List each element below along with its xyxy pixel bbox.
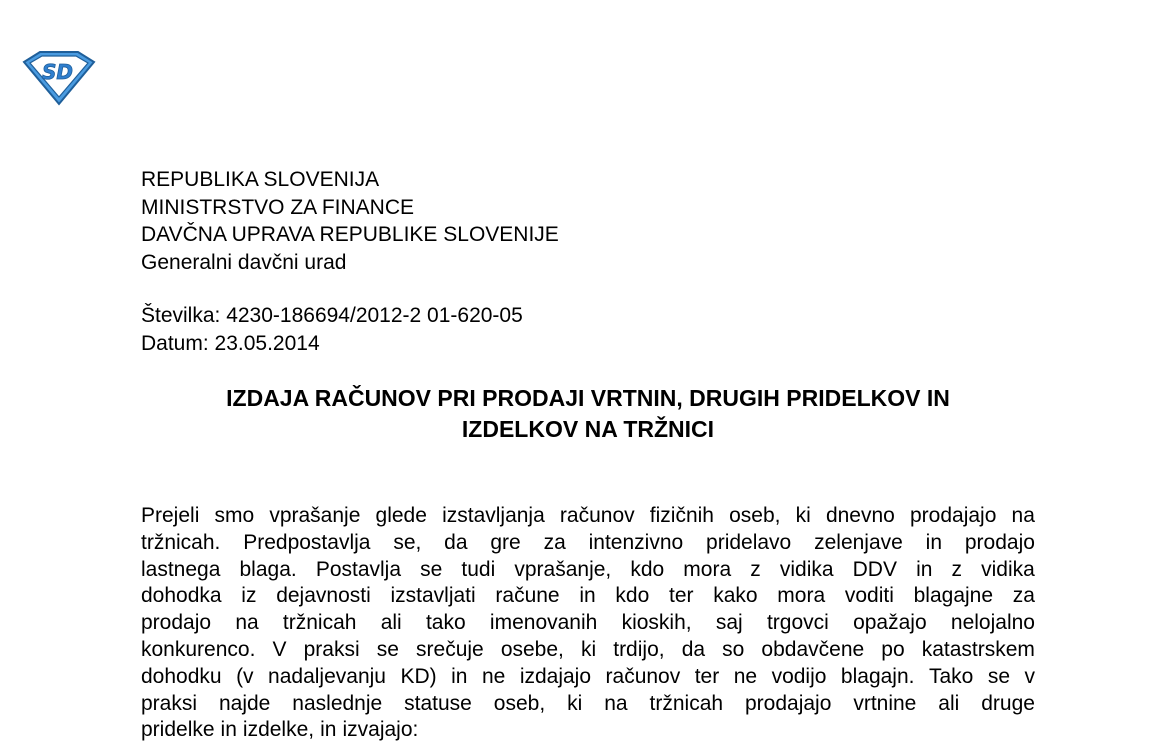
body-word: se bbox=[420, 557, 443, 581]
body-word: kako bbox=[713, 584, 758, 608]
body-word: ki bbox=[580, 637, 597, 661]
body-word: z bbox=[951, 557, 963, 581]
body-word: Postavlja bbox=[315, 557, 402, 581]
body-word: najde bbox=[218, 691, 271, 715]
body-word: ne bbox=[733, 664, 758, 688]
body-word: osebe, bbox=[500, 637, 564, 661]
title-line-2: IZDELKOV NA TRŽNICI bbox=[461, 416, 715, 442]
body-word: katastrskem bbox=[921, 637, 1035, 661]
body-word: in bbox=[579, 584, 596, 608]
body-word: dohodka bbox=[141, 584, 222, 608]
body-word: saj bbox=[715, 611, 743, 635]
body-word: intenzivno bbox=[588, 530, 684, 554]
body-word: pridelke bbox=[141, 718, 215, 742]
body-word: ali bbox=[380, 611, 402, 635]
body-word: so bbox=[722, 637, 745, 661]
body-word: vrtnine bbox=[853, 691, 917, 715]
body-word: ki bbox=[567, 691, 583, 715]
body-word: prodajo bbox=[141, 611, 212, 635]
body-word: da bbox=[444, 530, 468, 554]
body-line bbox=[141, 637, 1035, 664]
body-word: blaga. bbox=[239, 557, 297, 581]
body-word: z bbox=[750, 557, 761, 581]
body-word: (v bbox=[236, 664, 254, 688]
body-paragraph bbox=[141, 503, 1035, 744]
body-word: naslednje bbox=[292, 691, 383, 715]
body-word: račune bbox=[495, 584, 560, 608]
body-word: dohodku bbox=[141, 664, 222, 688]
body-word: nadaljevanju bbox=[268, 664, 386, 688]
body-word: se, bbox=[393, 530, 422, 554]
body-word: vidika bbox=[981, 557, 1035, 581]
body-word: KD) bbox=[400, 664, 437, 688]
body-word: kdo bbox=[630, 557, 665, 581]
body-line bbox=[141, 557, 1035, 584]
body-word: ter bbox=[694, 664, 720, 688]
body-word: gre bbox=[490, 530, 521, 554]
body-word: tako bbox=[425, 611, 466, 635]
body-word: nelojalno bbox=[950, 611, 1035, 635]
body-line bbox=[141, 503, 1035, 530]
body-word: fizičnih bbox=[649, 504, 714, 527]
header-tax-admin: DAVČNA UPRAVA REPUBLIKE SLOVENIJE bbox=[141, 223, 559, 246]
body-word: kdo bbox=[615, 584, 650, 608]
body-word: tržnicah bbox=[282, 611, 357, 635]
body-word: za bbox=[1012, 584, 1035, 608]
body-word: ki bbox=[795, 504, 811, 527]
body-word: imenovanih bbox=[489, 611, 598, 635]
body-word: na bbox=[1011, 504, 1035, 527]
body-word: praksi bbox=[141, 691, 198, 715]
sd-logo-icon bbox=[20, 48, 98, 106]
body-word: tržnicah. bbox=[141, 530, 221, 554]
body-word: dnevno bbox=[825, 504, 895, 527]
body-word: na bbox=[235, 611, 259, 635]
body-word: zelenjave bbox=[814, 530, 903, 554]
body-word: kioskih, bbox=[621, 611, 692, 635]
body-word: mora bbox=[777, 584, 826, 608]
body-word: po bbox=[881, 637, 905, 661]
body-word: izdajajo bbox=[519, 664, 592, 688]
body-word: srečuje bbox=[416, 637, 484, 661]
body-word: oseb, bbox=[493, 691, 546, 715]
body-word: in bbox=[320, 718, 337, 742]
body-word: izdelke, bbox=[242, 718, 315, 742]
body-word: in bbox=[451, 664, 468, 688]
body-word: Prejeli bbox=[141, 504, 200, 527]
institution-header bbox=[141, 166, 559, 276]
body-word: na bbox=[604, 691, 628, 715]
body-word: obdavčene bbox=[761, 637, 865, 661]
body-word: statuse bbox=[404, 691, 472, 715]
body-word: ter bbox=[668, 584, 694, 608]
body-word: računov bbox=[559, 504, 635, 527]
body-word: vidika bbox=[779, 557, 834, 581]
document-number: Številka: 4230-186694/2012-2 01-620-05 bbox=[141, 304, 523, 327]
body-word: lastnega bbox=[141, 557, 221, 581]
body-word: tržnicah bbox=[649, 691, 724, 715]
body-word: in bbox=[925, 530, 943, 554]
body-word: trdijo, bbox=[613, 637, 665, 661]
body-word: ne bbox=[481, 664, 506, 688]
body-word: trgovci bbox=[766, 611, 829, 635]
body-word: pridelavo bbox=[706, 530, 792, 554]
body-word: prodajo bbox=[964, 530, 1035, 554]
document-date: Datum: 23.05.2014 bbox=[141, 331, 320, 355]
header-republic: REPUBLIKA SLOVENIJA bbox=[141, 168, 380, 191]
body-word: blagajne bbox=[913, 584, 994, 608]
title-line-1: IZDAJA RAČUNOV PRI PRODAJI VRTNIN, DRUGIH PRIDELKOV IN bbox=[226, 385, 950, 411]
body-word: Predpostavlja bbox=[243, 530, 371, 554]
body-line bbox=[141, 530, 1035, 557]
body-word: glede bbox=[375, 504, 427, 527]
body-line bbox=[141, 583, 1035, 610]
body-word: smo bbox=[214, 504, 255, 527]
header-ministry: MINISTRSTVO ZA FINANCE bbox=[141, 195, 415, 219]
svg-text:SD: SD bbox=[42, 60, 74, 84]
body-word: prodajajo bbox=[744, 691, 832, 715]
body-word: Tako bbox=[928, 664, 974, 688]
document-meta bbox=[141, 302, 523, 357]
body-word: in bbox=[916, 557, 933, 581]
body-word: opažajo bbox=[853, 611, 927, 635]
header-office: Generalni davčni urad bbox=[141, 250, 347, 274]
body-word: tudi bbox=[461, 557, 496, 581]
body-word: vprašanje, bbox=[514, 557, 612, 581]
body-word: v bbox=[1024, 664, 1035, 688]
body-word: izvajajo: bbox=[342, 718, 419, 742]
body-word: konkurenco. bbox=[141, 637, 256, 661]
body-word: V bbox=[272, 637, 287, 661]
body-word: praksi bbox=[303, 637, 360, 661]
body-word: se bbox=[376, 637, 399, 661]
body-word: se bbox=[987, 664, 1010, 688]
body-word: blagajn. bbox=[840, 664, 915, 688]
body-line bbox=[141, 664, 1035, 691]
body-word: da bbox=[681, 637, 706, 661]
body-word: in bbox=[220, 718, 237, 742]
body-word: za bbox=[543, 530, 566, 554]
body-word: prodajajo bbox=[910, 504, 997, 527]
body-word: mora bbox=[683, 557, 732, 581]
body-word: vodijo bbox=[771, 664, 827, 688]
document-title bbox=[141, 383, 1035, 445]
body-word: DDV bbox=[852, 557, 897, 581]
body-word: druge bbox=[981, 691, 1035, 715]
body-line bbox=[141, 717, 1035, 744]
body-word: dejavnosti bbox=[276, 584, 371, 608]
body-word: ali bbox=[938, 691, 960, 715]
body-word: oseb, bbox=[729, 504, 781, 527]
body-word: računov bbox=[605, 664, 681, 688]
body-word: izstavljati bbox=[390, 584, 476, 608]
body-line bbox=[141, 691, 1035, 718]
body-word: voditi bbox=[844, 584, 894, 608]
body-word: iz bbox=[241, 584, 257, 608]
body-line bbox=[141, 610, 1035, 637]
body-word: vprašanje bbox=[269, 504, 361, 527]
body-word: izstavljanja bbox=[442, 504, 545, 527]
